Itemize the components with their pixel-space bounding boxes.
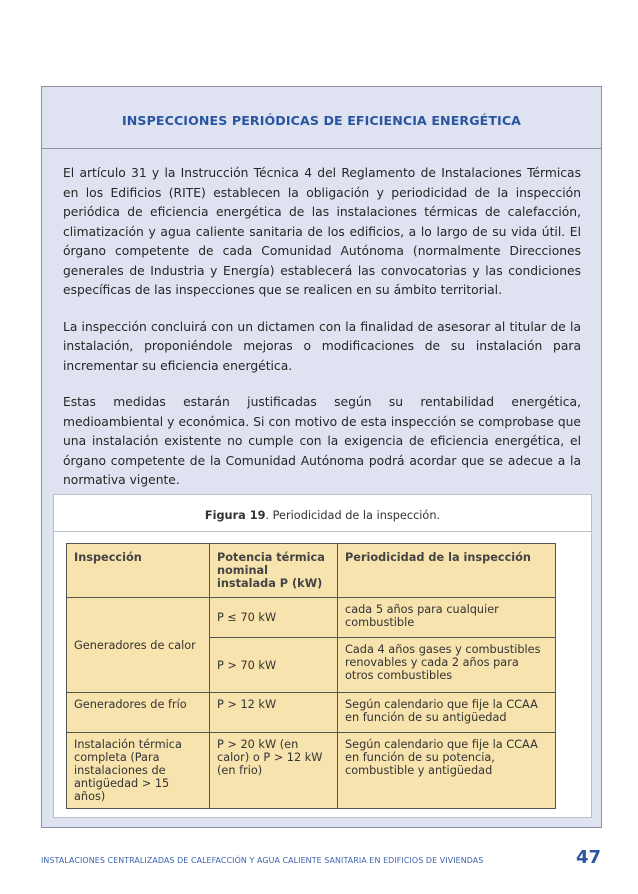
- cell-inspeccion: Instalación térmica completa (Para instalaciones de antigüedad > 15 años): [67, 733, 210, 809]
- info-box: [41, 86, 602, 828]
- table-row: [67, 598, 556, 638]
- paragraph-3: Estas medidas estarán justificadas según su rentabilidad energética, medioambiental y económica. Si con motivo de esta inspección se comprobase que una instalación existente no cumple con la exigencia de eficiencia energética, el órgano competente de la Comunidad Autónoma podrá acordar que se adecue a la normativa vigente.: [63, 395, 581, 487]
- running-footer: INSTALACIONES CENTRALIZADAS DE CALEFACCIÓN Y AGUA CALIENTE SANITARIA EN EDIFICIOS DE VIVIENDAS: [41, 856, 484, 865]
- cell-inspeccion: Generadores de calor: [67, 598, 210, 693]
- cell-periodicidad: Según calendario que fije la CCAA en función de su potencia, combustible y antigüedad: [338, 733, 556, 809]
- cell-potencia: P ≤ 70 kW: [210, 598, 338, 638]
- paragraph-2: La inspección concluirá con un dictamen con la finalidad de asesorar al titular de la instalación, proponiéndole mejoras o modificaciones de su instalación para incrementar su eficiencia energética.: [63, 319, 581, 373]
- page-number: 47: [575, 847, 601, 868]
- info-box-header: [42, 87, 601, 149]
- figure-19: [53, 494, 592, 818]
- figure-caption-text: . Periodicidad de la inspección.: [265, 509, 441, 522]
- cell-inspeccion: Generadores de frío: [67, 693, 210, 733]
- figure-divider: [54, 531, 591, 532]
- cell-potencia: P > 70 kW: [210, 638, 338, 693]
- figure-label: Figura 19: [204, 509, 266, 522]
- table-row: [67, 693, 556, 733]
- cell-periodicidad: cada 5 años para cualquier combustible: [338, 598, 556, 638]
- table-row: [67, 733, 556, 809]
- table-header-row: [67, 544, 556, 598]
- cell-potencia: P > 12 kW: [210, 693, 338, 733]
- paragraph-1: El artículo 31 y la Instrucción Técnica 4 del Reglamento de Instalaciones Térmicas en los Edificios (RITE) establecen la obligación y periodicidad de la inspección periódica de eficiencia energética de las instalaciones térmicas de calefacción, climatización y agua caliente sanitaria de los edificios, a lo largo de su vida útil. El órgano competente de cada Comunidad Autónoma (normalmente Direcciones generales de Industria y Energía) establecerá las convocatorias y las condiciones específicas de las inspecciones que se realicen en su ámbito territorial.: [63, 166, 581, 297]
- inspection-table: [66, 543, 556, 809]
- header-periodicidad: Periodicidad de la inspección: [338, 544, 556, 598]
- header-inspeccion: Inspección: [67, 544, 210, 598]
- cell-periodicidad: Según calendario que fije la CCAA en función de su antigüedad: [338, 693, 556, 733]
- cell-periodicidad: Cada 4 años gases y combustibles renovables y cada 2 años para otros combustibles: [338, 638, 556, 693]
- header-potencia: Potencia térmica nominal instalada P (kW): [210, 544, 338, 598]
- figure-caption: [54, 509, 591, 522]
- info-box-title: INSPECCIONES PERIÓDICAS DE EFICIENCIA ENERGÉTICA: [121, 113, 522, 128]
- info-box-body: [63, 164, 581, 508]
- cell-potencia: P > 20 kW (en calor) o P > 12 kW (en frio): [210, 733, 338, 809]
